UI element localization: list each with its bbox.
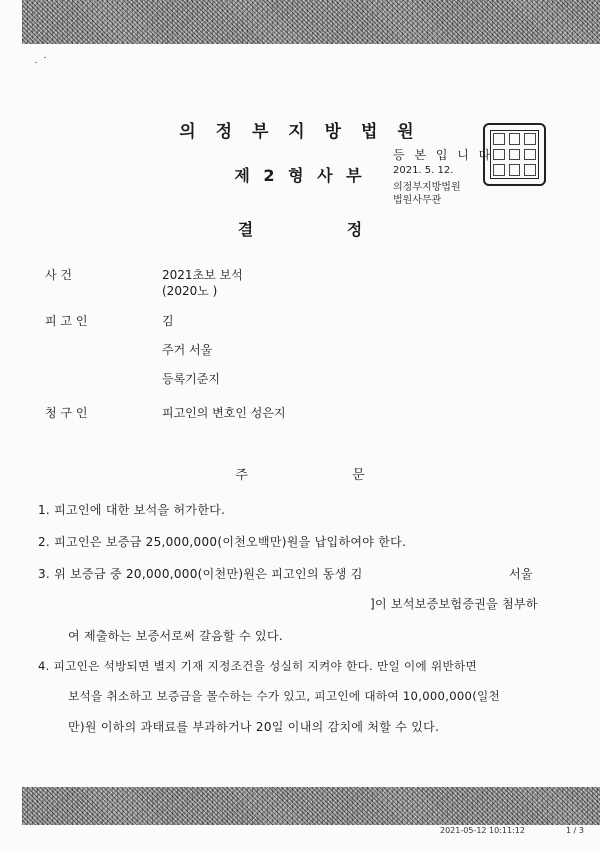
order-heading: 주 문 xyxy=(235,468,415,483)
order-item-4-line3: 만)원 이하의 과태료를 부과하거나 20일 이내의 감치에 처할 수 있다. xyxy=(68,720,440,734)
division-name: 제 2 형 사 부 xyxy=(234,166,366,185)
print-timestamp: 2021-05-12 10:11:12 xyxy=(440,826,525,835)
order-item-4-line2: 보석을 취소하고 보증금을 몰수하는 수가 있고, 피고인에 대하여 10,000,000(일천 xyxy=(68,689,501,703)
label-petitioner: 청 구 인 xyxy=(45,406,88,420)
order-item-1: 1. 피고인에 대한 보석을 허가한다. xyxy=(38,503,226,517)
certified-copy-text: 등 본 입 니 다 xyxy=(393,148,494,162)
order-item-3-cont: ]이 보석보증보험증권을 첨부하 xyxy=(370,597,538,611)
document-title: 결 정 xyxy=(237,220,407,239)
page-number: 1 / 3 xyxy=(566,826,584,835)
certification-date: 2021. 5. 12. xyxy=(393,165,454,176)
certification-official: 법원사무관 xyxy=(393,195,442,206)
certification-court: 의정부지방법원 xyxy=(393,182,461,193)
label-case: 사 건 xyxy=(45,268,72,282)
order-item-3: 3. 위 보증금 중 20,000,000(이천만)원은 피고인의 동생 김 xyxy=(38,567,363,581)
court-name: 의 정 부 지 방 법 원 xyxy=(179,122,421,142)
official-seal-icon xyxy=(483,123,546,186)
order-item-4: 4. 피고인은 석방되면 별지 기재 지정조건을 성실히 지켜야 한다. 만일 이에 위반하면 xyxy=(38,659,477,673)
original-case-number: (2020노 ) xyxy=(162,284,218,298)
scan-speck xyxy=(35,62,37,64)
case-number: 2021초보 보석 xyxy=(162,268,243,282)
scan-noise-bottom xyxy=(22,787,600,825)
petitioner-name: 피고인의 변호인 성은지 xyxy=(162,406,286,420)
scan-speck xyxy=(44,57,46,59)
defendant-registration: 등록기준지 xyxy=(162,372,220,386)
order-item-2: 2. 피고인은 보증금 25,000,000(이천오백만)원을 납입하여야 한다. xyxy=(38,535,407,549)
order-item-3-end: 여 제출하는 보증서로써 갈음할 수 있다. xyxy=(68,629,283,643)
defendant-address: 주거 서울 xyxy=(162,343,213,357)
label-defendant: 피 고 인 xyxy=(45,314,88,328)
defendant-name: 김 xyxy=(162,314,174,328)
scan-noise-top xyxy=(22,0,600,44)
order-item-3-address: 서울 xyxy=(509,567,533,581)
